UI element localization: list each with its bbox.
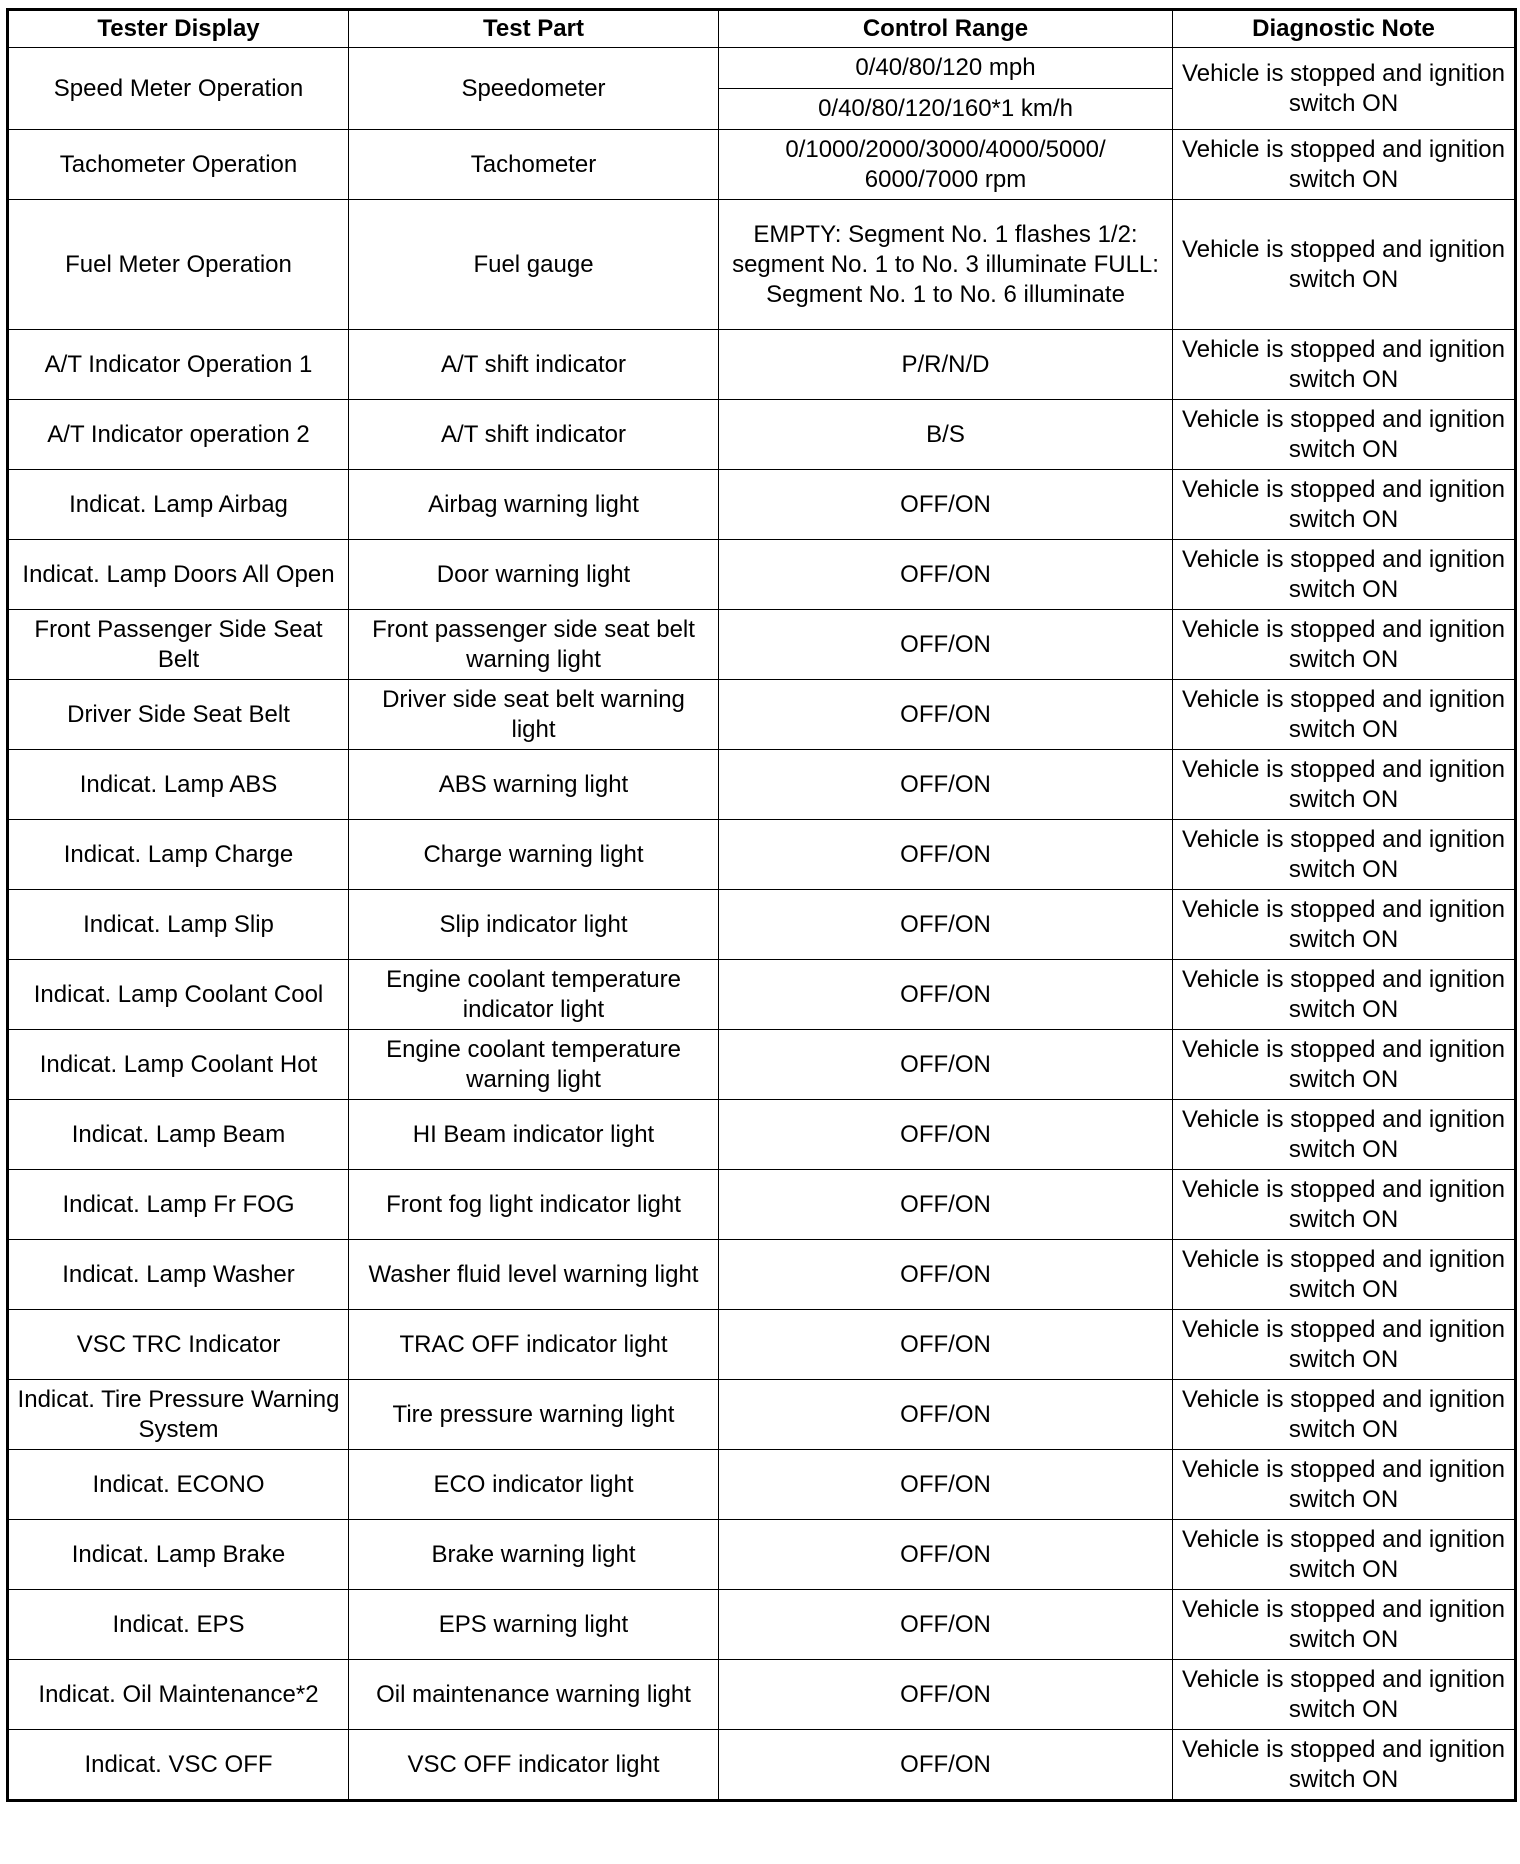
table-row [8,890,1516,960]
cell-control-range: OFF/ON [719,1520,1173,1590]
cell-test-part: Tachometer [349,130,719,200]
cell-control-range: OFF/ON [719,1170,1173,1240]
cell-test-part: Airbag warning light [349,470,719,540]
cell-test-part: Oil maintenance warning light [349,1660,719,1730]
cell-tester-display: Indicat. Lamp ABS [8,750,349,820]
cell-control-range: OFF/ON [719,1240,1173,1310]
cell-diagnostic-note: Vehicle is stopped and ignition switch ON [1173,330,1516,400]
cell-control-range: OFF/ON [719,1660,1173,1730]
table-row [8,400,1516,470]
cell-test-part: Fuel gauge [349,200,719,330]
cell-diagnostic-note: Vehicle is stopped and ignition switch ON [1173,1590,1516,1660]
table-row [8,540,1516,610]
table-row [8,960,1516,1030]
table-row [8,1310,1516,1380]
cell-diagnostic-note: Vehicle is stopped and ignition switch ON [1173,890,1516,960]
cell-control-range: OFF/ON [719,890,1173,960]
cell-test-part: ABS warning light [349,750,719,820]
cell-control-range: OFF/ON [719,610,1173,680]
cell-tester-display: Indicat. Lamp Fr FOG [8,1170,349,1240]
cell-test-part: Front fog light indicator light [349,1170,719,1240]
cell-diagnostic-note: Vehicle is stopped and ignition switch ON [1173,680,1516,750]
table-row [8,130,1516,200]
cell-tester-display: Indicat. ECONO [8,1450,349,1520]
cell-control-range: OFF/ON [719,820,1173,890]
cell-tester-display: A/T Indicator operation 2 [8,400,349,470]
cell-test-part: Slip indicator light [349,890,719,960]
cell-tester-display: Driver Side Seat Belt [8,680,349,750]
cell-diagnostic-note: Vehicle is stopped and ignition switch ON [1173,1240,1516,1310]
cell-tester-display: Indicat. VSC OFF [8,1730,349,1801]
cell-diagnostic-note: Vehicle is stopped and ignition switch ON [1173,960,1516,1030]
cell-diagnostic-note: Vehicle is stopped and ignition switch ON [1173,1030,1516,1100]
cell-tester-display: Indicat. Lamp Airbag [8,470,349,540]
cell-test-part: VSC OFF indicator light [349,1730,719,1801]
cell-tester-display: Speed Meter Operation [8,48,349,130]
cell-test-part: Brake warning light [349,1520,719,1590]
cell-control-range: OFF/ON [719,1380,1173,1450]
cell-test-part: ECO indicator light [349,1450,719,1520]
cell-control-range: 0/40/80/120 mph [719,48,1173,89]
cell-test-part: TRAC OFF indicator light [349,1310,719,1380]
table-row [8,1520,1516,1590]
table-row [8,680,1516,750]
cell-control-range: OFF/ON [719,1730,1173,1801]
table-row [8,820,1516,890]
cell-diagnostic-note: Vehicle is stopped and ignition switch ON [1173,1450,1516,1520]
cell-tester-display: VSC TRC Indicator [8,1310,349,1380]
table-row [8,48,1516,89]
cell-diagnostic-note: Vehicle is stopped and ignition switch ON [1173,1170,1516,1240]
cell-control-range: OFF/ON [719,1310,1173,1380]
cell-test-part: Front passenger side seat belt warning light [349,610,719,680]
cell-tester-display: Indicat. Lamp Beam [8,1100,349,1170]
header-control-range: Control Range [719,10,1173,48]
table-row [8,1730,1516,1801]
cell-test-part: Washer fluid level warning light [349,1240,719,1310]
table-row [8,1170,1516,1240]
cell-test-part: Driver side seat belt warning light [349,680,719,750]
tester-display-table [6,8,1517,1802]
cell-test-part: HI Beam indicator light [349,1100,719,1170]
cell-diagnostic-note: Vehicle is stopped and ignition switch ON [1173,1730,1516,1801]
cell-diagnostic-note: Vehicle is stopped and ignition switch ON [1173,200,1516,330]
cell-test-part: Door warning light [349,540,719,610]
cell-control-range: OFF/ON [719,960,1173,1030]
header-test-part: Test Part [349,10,719,48]
table-row [8,330,1516,400]
cell-test-part: EPS warning light [349,1590,719,1660]
cell-control-range: OFF/ON [719,470,1173,540]
table-row [8,750,1516,820]
cell-tester-display: Indicat. Tire Pressure Warning System [8,1380,349,1450]
table-row [8,470,1516,540]
cell-tester-display: Front Passenger Side Seat Belt [8,610,349,680]
cell-diagnostic-note: Vehicle is stopped and ignition switch ON [1173,1310,1516,1380]
cell-diagnostic-note: Vehicle is stopped and ignition switch ON [1173,130,1516,200]
header-row [8,10,1516,48]
cell-control-range: OFF/ON [719,750,1173,820]
cell-control-range: OFF/ON [719,680,1173,750]
cell-tester-display: Fuel Meter Operation [8,200,349,330]
cell-diagnostic-note: Vehicle is stopped and ignition switch ON [1173,400,1516,470]
cell-tester-display: Indicat. Lamp Coolant Hot [8,1030,349,1100]
cell-tester-display: Indicat. Lamp Brake [8,1520,349,1590]
cell-control-range: B/S [719,400,1173,470]
header-diagnostic-note: Diagnostic Note [1173,10,1516,48]
cell-control-range: OFF/ON [719,540,1173,610]
cell-tester-display: Indicat. Oil Maintenance*2 [8,1660,349,1730]
cell-diagnostic-note: Vehicle is stopped and ignition switch ON [1173,1100,1516,1170]
cell-test-part: Tire pressure warning light [349,1380,719,1450]
cell-test-part: Engine coolant temperature warning light [349,1030,719,1100]
cell-diagnostic-note: Vehicle is stopped and ignition switch ON [1173,1520,1516,1590]
cell-control-range: OFF/ON [719,1100,1173,1170]
cell-control-range: OFF/ON [719,1030,1173,1100]
cell-control-range: OFF/ON [719,1590,1173,1660]
cell-diagnostic-note: Vehicle is stopped and ignition switch ON [1173,610,1516,680]
cell-tester-display: Tachometer Operation [8,130,349,200]
cell-diagnostic-note: Vehicle is stopped and ignition switch ON [1173,750,1516,820]
cell-control-range: P/R/N/D [719,330,1173,400]
table-row [8,1380,1516,1450]
cell-control-range: OFF/ON [719,1450,1173,1520]
cell-diagnostic-note: Vehicle is stopped and ignition switch ON [1173,48,1516,130]
cell-test-part: A/T shift indicator [349,330,719,400]
cell-control-range: EMPTY: Segment No. 1 flashes 1/2: segment No. 1 to No. 3 illuminate FULL: Segment No. 1 to No. 6 illuminate [719,200,1173,330]
cell-tester-display: Indicat. Lamp Slip [8,890,349,960]
cell-tester-display: A/T Indicator Operation 1 [8,330,349,400]
cell-diagnostic-note: Vehicle is stopped and ignition switch ON [1173,470,1516,540]
cell-test-part: Engine coolant temperature indicator light [349,960,719,1030]
table-row [8,1590,1516,1660]
cell-tester-display: Indicat. Lamp Doors All Open [8,540,349,610]
table-row [8,1450,1516,1520]
table-row [8,200,1516,330]
cell-control-range: 0/1000/2000/3000/4000/5000/ 6000/7000 rpm [719,130,1173,200]
table-row [8,1660,1516,1730]
table-row [8,1100,1516,1170]
cell-diagnostic-note: Vehicle is stopped and ignition switch ON [1173,540,1516,610]
header-tester-display: Tester Display [8,10,349,48]
cell-test-part: A/T shift indicator [349,400,719,470]
cell-test-part: Charge warning light [349,820,719,890]
cell-tester-display: Indicat. Lamp Coolant Cool [8,960,349,1030]
cell-test-part: Speedometer [349,48,719,130]
cell-tester-display: Indicat. Lamp Charge [8,820,349,890]
table-row [8,610,1516,680]
table-row [8,1030,1516,1100]
cell-diagnostic-note: Vehicle is stopped and ignition switch ON [1173,1660,1516,1730]
cell-tester-display: Indicat. EPS [8,1590,349,1660]
cell-tester-display: Indicat. Lamp Washer [8,1240,349,1310]
cell-diagnostic-note: Vehicle is stopped and ignition switch ON [1173,1380,1516,1450]
cell-diagnostic-note: Vehicle is stopped and ignition switch ON [1173,820,1516,890]
table-row [8,1240,1516,1310]
cell-control-range: 0/40/80/120/160*1 km/h [719,89,1173,130]
